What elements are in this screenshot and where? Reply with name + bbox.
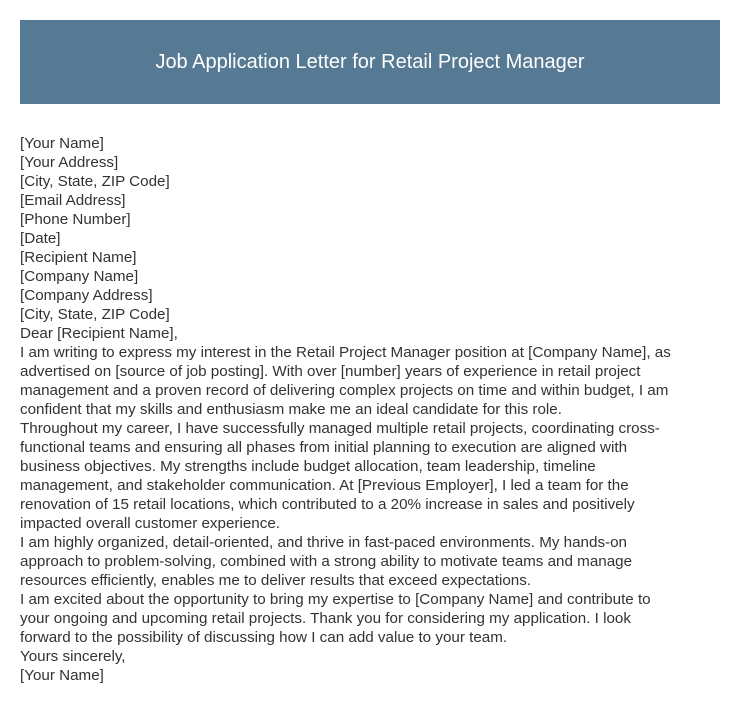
paragraph-line: functional teams and ensuring all phases from initial planning to execution are aligned with — [20, 439, 628, 456]
sender-phone: [Phone Number] — [20, 211, 131, 228]
recipient-name: [Recipient Name] — [20, 249, 137, 266]
paragraph-line: your ongoing and upcoming retail projects. Thank you for considering my application. I look — [20, 610, 631, 627]
company-name: [Company Name] — [20, 268, 139, 285]
sender-name: [Your Name] — [20, 135, 104, 152]
paragraph-line: business objectives. My strengths include budget allocation, team leadership, timeline — [20, 458, 596, 475]
sender-address: [Your Address] — [20, 154, 119, 171]
salutation: Dear [Recipient Name], — [20, 325, 178, 342]
sender-email: [Email Address] — [20, 192, 126, 209]
letter-body — [20, 134, 720, 685]
page-title: Job Application Letter for Retail Project Manager — [155, 50, 585, 73]
paragraph-line: I am highly organized, detail-oriented, and thrive in fast-paced environments. My hands-on — [20, 534, 627, 551]
company-city: [City, State, ZIP Code] — [20, 306, 170, 323]
signature-name: [Your Name] — [20, 667, 104, 684]
paragraph-line: management and a proven record of delivering complex projects on time and within budget, I am — [20, 382, 669, 399]
paragraph-line: Throughout my career, I have successfully managed multiple retail projects, coordinating cross- — [20, 420, 660, 437]
paragraph-line: renovation of 15 retail locations, which contributed to a 20% increase in sales and positively — [20, 496, 635, 513]
paragraph-line: confident that my skills and enthusiasm make me an ideal candidate for this role. — [20, 401, 562, 418]
paragraph-line: forward to the possibility of discussing how I can add value to your team. — [20, 629, 508, 646]
letter-date: [Date] — [20, 230, 61, 247]
closing: Yours sincerely, — [20, 648, 126, 665]
page-header — [20, 20, 720, 104]
paragraph-line: advertised on [source of job posting]. With over [number] years of experience in retail project — [20, 363, 641, 380]
paragraph-line: I am writing to express my interest in the Retail Project Manager position at [Company Name], as — [20, 344, 671, 361]
sender-city: [City, State, ZIP Code] — [20, 173, 170, 190]
paragraph-line: approach to problem-solving, combined with a strong ability to motivate teams and manage — [20, 553, 633, 570]
paragraph-line: impacted overall customer experience. — [20, 515, 280, 532]
paragraph-line: I am excited about the opportunity to bring my expertise to [Company Name] and contribute to — [20, 591, 651, 608]
paragraph-line: resources efficiently, enables me to deliver results that exceed expectations. — [20, 572, 532, 589]
paragraph-line: management, and stakeholder communication. At [Previous Employer], I led a team for the — [20, 477, 629, 494]
company-address: [Company Address] — [20, 287, 153, 304]
